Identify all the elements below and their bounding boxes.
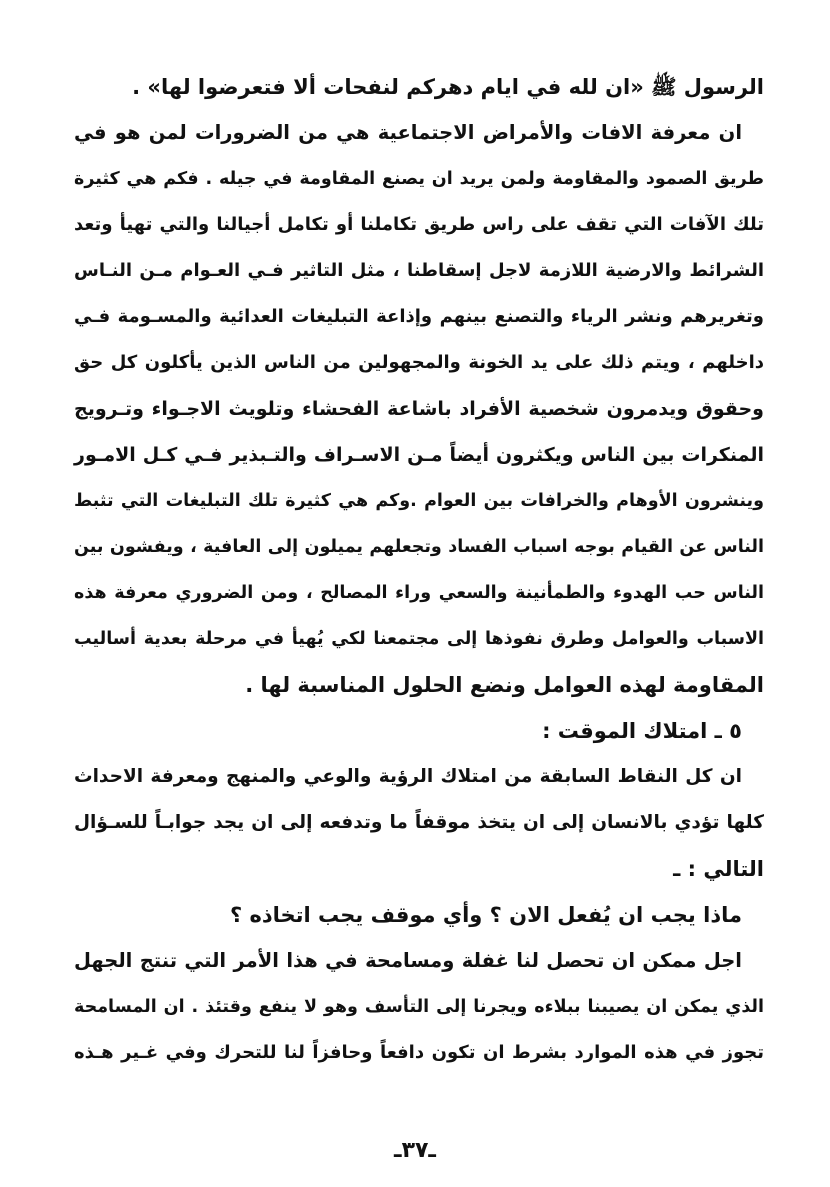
text-line: تجوز في هذه الموارد بشرط ان تكون دافعاً وحافزاً لنا للتحرك وفي غـير هـذه [74, 1042, 764, 1063]
text-line: اجل ممكن ان تحصل لنا غفلة ومسامحة في هذا الأمر التي تنتج الجهل [74, 949, 742, 972]
text-line: الرسول ﷺ «ان لله في ايام دهركم لنفحات ألا فتعرضوا لها» . [132, 75, 764, 99]
text-line: الاسباب والعوامل وطرق نفوذها إلى مجتمعنا لكي يُهيأ في مرحلة بعدية أساليب [74, 629, 764, 649]
text-line: الناس حب الهدوء والطمأنينة والسعي وراء المصالح ، ومن الضروري معرفة هذه [74, 583, 764, 603]
text-line: الناس عن القيام بوجه اسباب الفساد وتجعلهم يميلون إلى العافية ، ويفشون بين [74, 537, 764, 557]
text-line: تلك الآفات التي تقف على راس طريق تكاملنا أو تكامل أجيالنا والتي تهيأ وتعد [74, 214, 764, 235]
text-line: كلها تؤدي بالانسان إلى ان يتخذ موقفاً ما وتدفعه إلى ان يجد جوابـاً للسـؤال [74, 812, 764, 833]
text-line: الذي يمكن ان يصيبنا ببلاءه ويجرنا إلى التأسف وهو لا ينفع وقتئذ . ان المسامحة [74, 997, 764, 1017]
text-line: ماذا يجب ان يُفعل الان ؟ وأي موقف يجب اتخاذه ؟ [229, 903, 742, 927]
text-line: المنكرات بين الناس ويكثرون أيضاً مـن الاسـراف والتـبذير فـي كـل الامـور [74, 444, 764, 466]
page-number: ـ٣٧ـ [394, 1138, 436, 1163]
text-line: المقاومة لهذه العوامل ونضع الحلول المناسبة لها . [245, 673, 764, 697]
text-line: الشرائط والارضية اللازمة لاجل إسقاطنا ، مثل التاثير فـي العـوام مـن النـاس [74, 260, 764, 281]
text-line: ان معرفة الافات والأمراض الاجتماعية هي من الضرورات لمن هو في [74, 121, 742, 144]
text-line: وتغريرهم ونشر الرياء والتصنع بينهم وإذاعة التبليغات العدائية والمسـومة فـي [74, 306, 764, 327]
text-line: التالي : ـ [673, 857, 764, 881]
text-line: وحقوق ويدمرون شخصية الأفراد باشاعة الفحشاء وتلويث الاجـواء وتـرويج [74, 398, 764, 420]
text-line: طريق الصمود والمقاومة ولمن يريد ان يصنع المقاومة في جيله . فكم هي كثيرة [74, 169, 764, 189]
body-text [74, 64, 764, 1076]
text-line: ان كل النقاط السابقة من امتلاك الرؤية والوعي والمنهج ومعرفة الاحداث [74, 766, 742, 787]
text-line: وينشرون الأوهام والخرافات بين العوام .وكم هي كثيرة تلك التبليغات التي تثبط [74, 491, 764, 511]
section-heading: ٥ ـ امتلاك الموقت : [542, 719, 742, 743]
text-line: داخلهم ، ويتم ذلك على يد الخونة والمجهولين من الناس الذين يأكلون كل حق [74, 352, 764, 373]
